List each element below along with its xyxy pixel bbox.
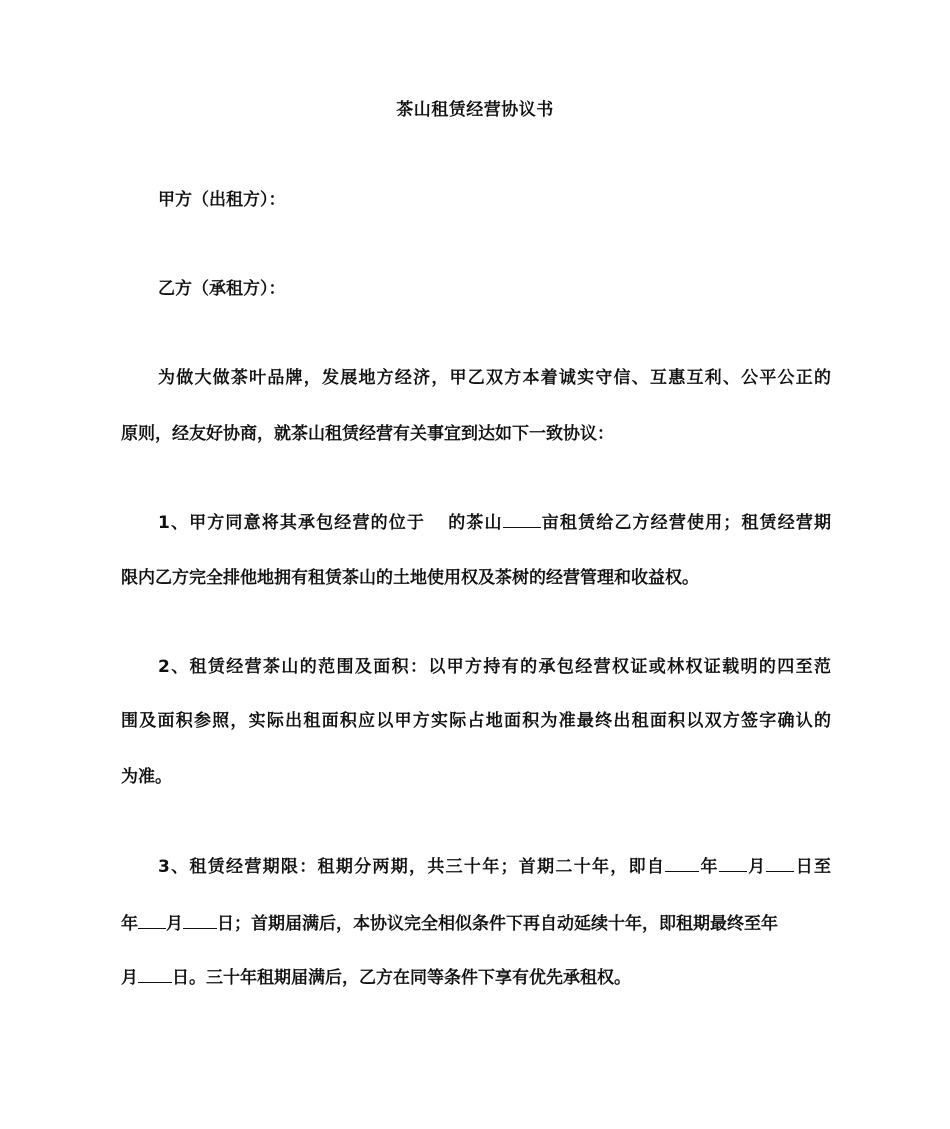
preamble-line-1: 为做大做茶叶品牌，发展地方经济，甲乙双方本着诚实守信、互惠互利、公平公正的 xyxy=(158,368,831,388)
clause-2-line-3: 为准。 xyxy=(121,767,172,787)
start-day-blank xyxy=(766,853,794,872)
clause-3-line-3 xyxy=(121,964,831,991)
clause-3-text: 日；首期届满后，本协议完全相似条件下再自动延续十年，即租期最终至年 xyxy=(217,914,778,934)
final-day-blank xyxy=(138,964,172,983)
clause-3-line-1 xyxy=(158,853,831,880)
clause-2-line-2: 围及面积参照，实际出租面积应以甲方实际占地面积为准最终出租面积以双方签字确认的 xyxy=(121,711,831,731)
clause-3-text: 年 xyxy=(699,857,719,877)
clause-3-text: 日至 xyxy=(794,857,832,877)
clause-3-text: 月 xyxy=(746,857,767,877)
clause-3-text: 日。三十年租期届满后，乙方在同等条件下享有优先承租权。 xyxy=(172,968,631,988)
party-b-label: 乙方（承租方）： xyxy=(158,279,286,299)
end-day-blank xyxy=(183,910,217,929)
clause-1-line-2: 限内乙方完全排他地拥有租赁茶山的土地使用权及茶树的经营管理和收益权。 xyxy=(121,568,699,588)
end-month-blank xyxy=(138,910,166,929)
party-a-label: 甲方（出租方）： xyxy=(158,190,286,210)
clause-3-line-2 xyxy=(121,910,831,937)
clause-3-text: 月 xyxy=(166,914,183,934)
start-year-blank xyxy=(665,853,699,872)
document-title: 茶山租赁经营协议书 xyxy=(396,100,554,120)
clause-1-text: 亩租赁给乙方经营使用；租赁经营期 xyxy=(540,513,832,533)
clause-2-line-1: 2、租赁经营茶山的范围及面积：以甲方持有的承包经营权证或林权证载明的四至范 xyxy=(158,657,831,677)
clause-1-text: 的茶山 xyxy=(447,513,503,533)
clause-1-text: 1、甲方同意将其承包经营的位于 xyxy=(158,513,426,533)
start-month-blank xyxy=(719,853,747,872)
preamble-line-2: 原则，经友好协商，就茶山租赁经营有关事宜到达如下一致协议： xyxy=(121,424,614,444)
clause-1-line-1 xyxy=(158,509,831,536)
location-blank xyxy=(425,510,447,528)
clause-3-text: 年 xyxy=(121,914,138,934)
clause-3-text: 月 xyxy=(121,968,138,988)
clause-3-text: 3、租赁经营期限：租期分两期，共三十年；首期二十年，即自 xyxy=(158,857,666,877)
area-blank xyxy=(503,509,541,528)
